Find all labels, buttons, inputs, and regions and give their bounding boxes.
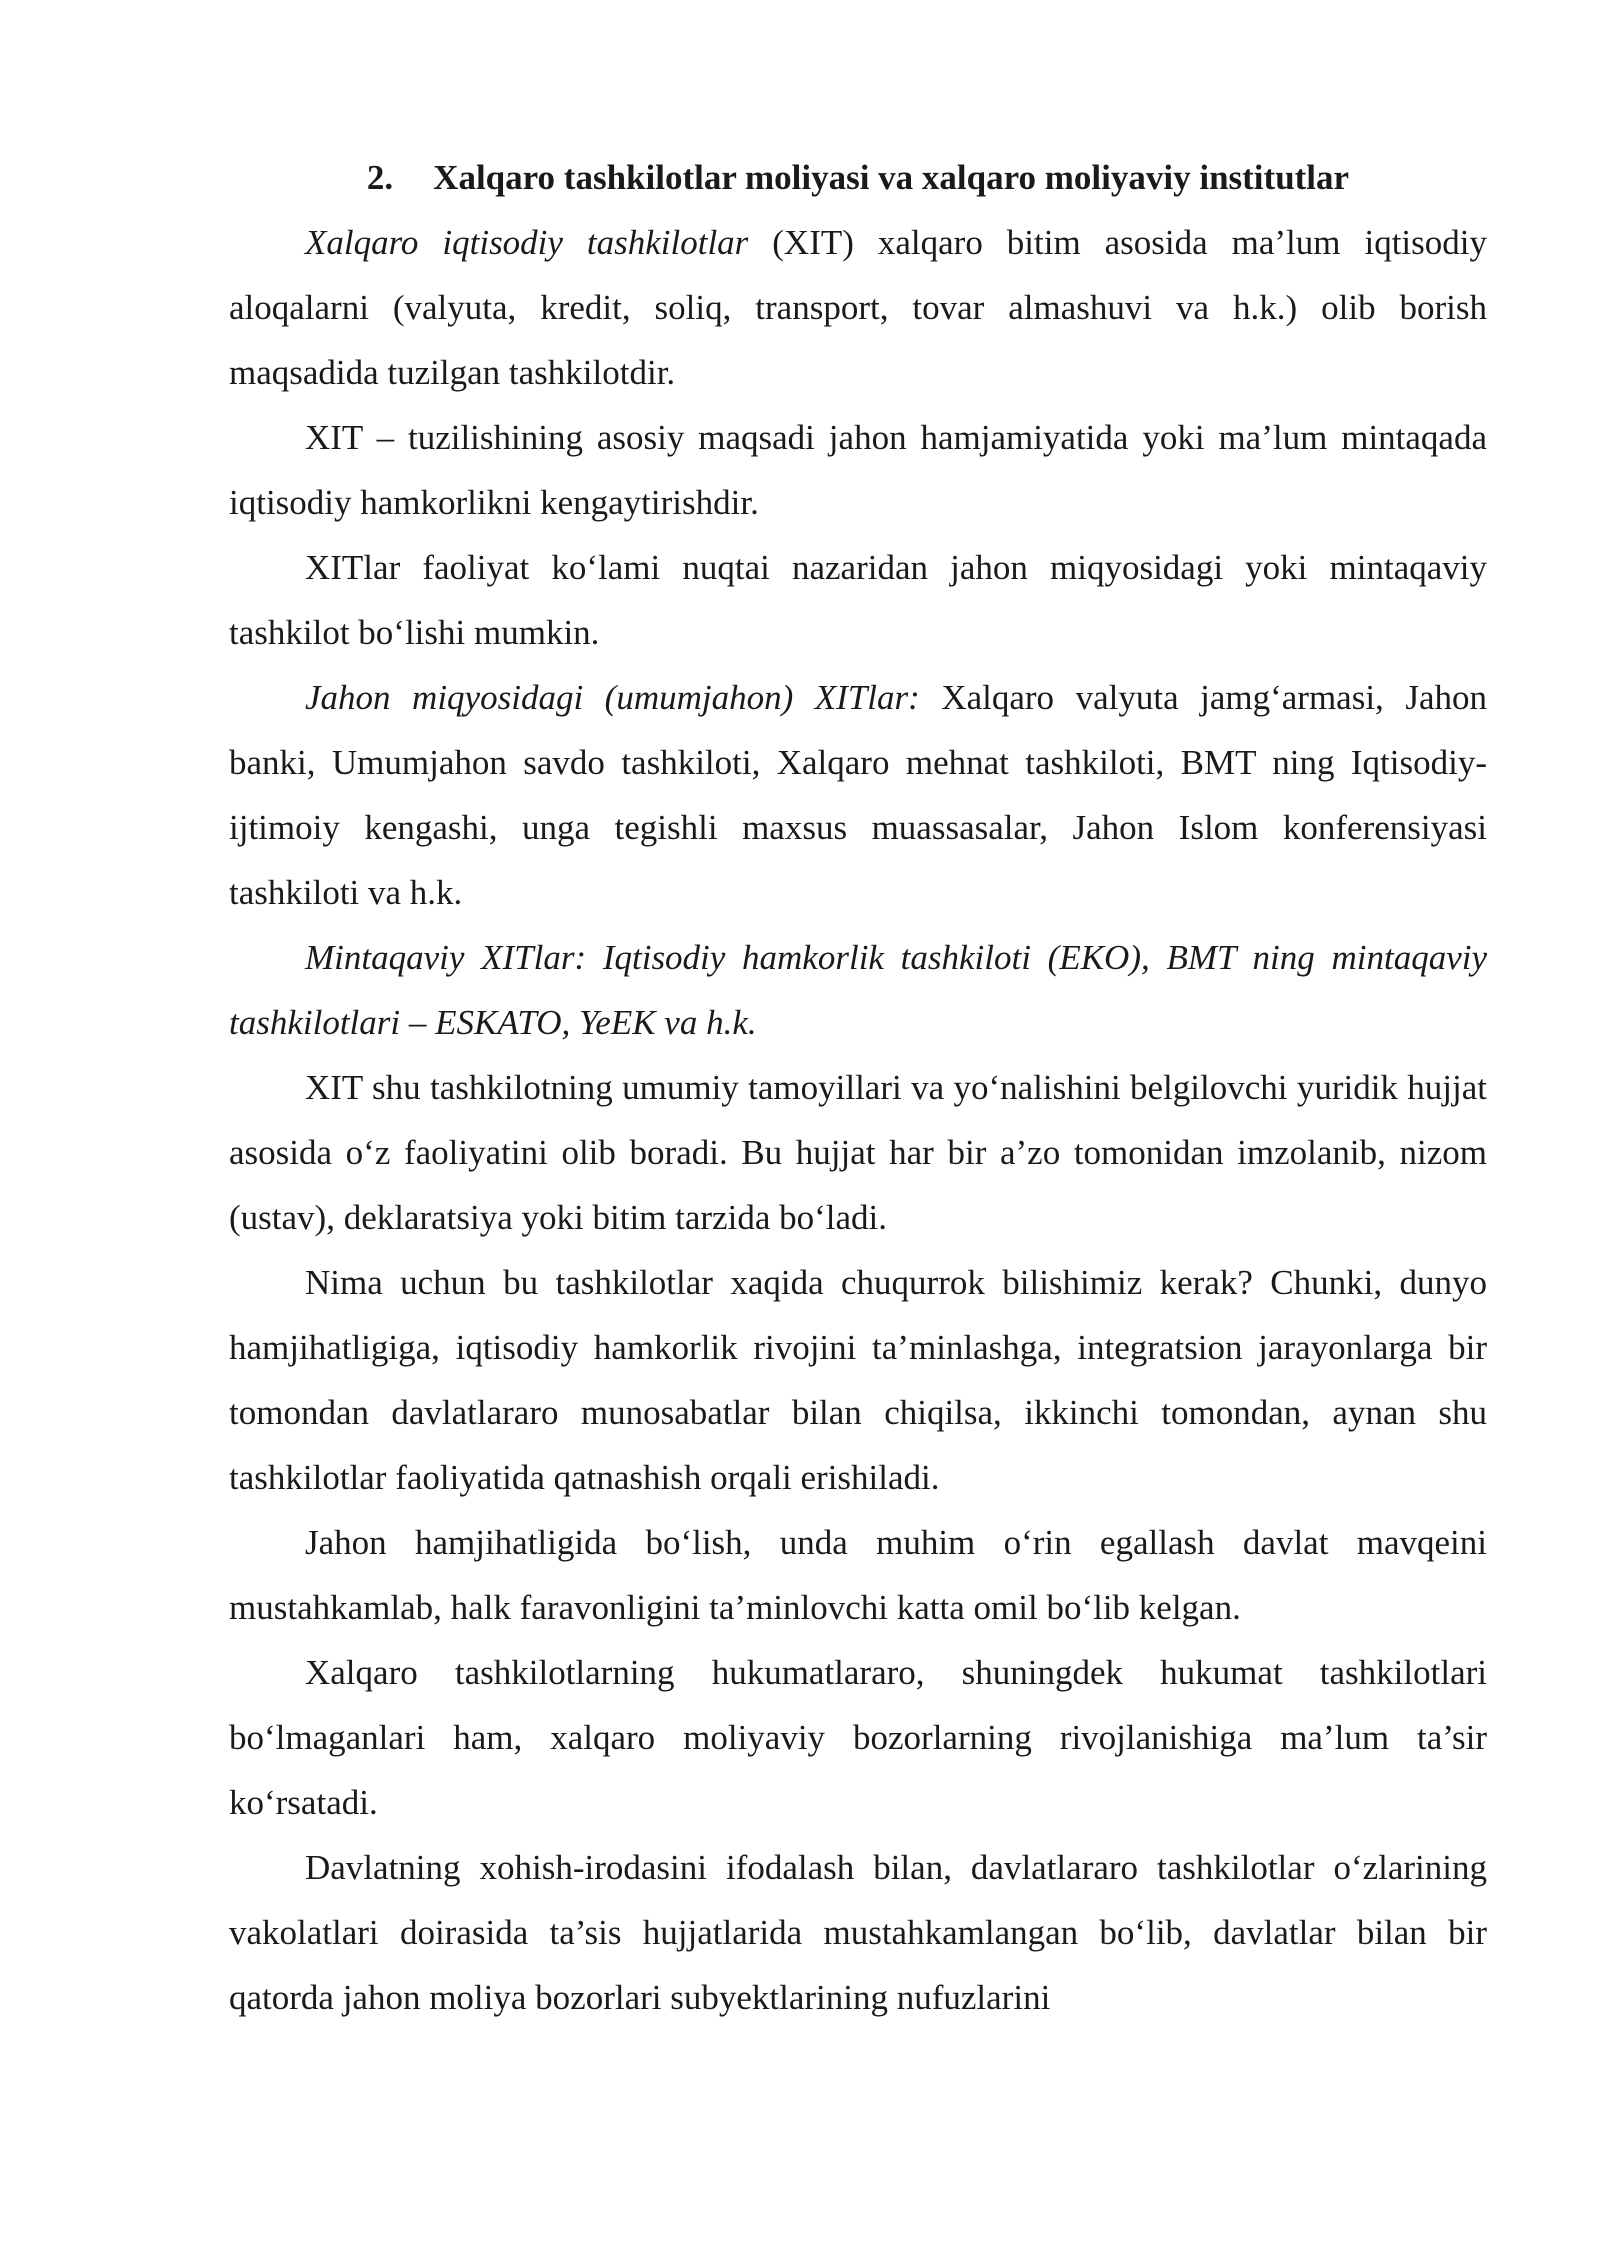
- paragraph-8: [229, 1510, 1487, 1640]
- paragraph-text: XIT shu tashkilotning umumiy tamoyillari va yo‘nalishini belgilovchi yuridik hujjat asosida o‘z faoliyatini olib boradi. Bu hujjat har bir a’zo tomonidan imzolanib, nizom (ustav), deklaratsiya yoki bitim tarzida bo‘ladi.: [229, 1068, 1487, 1237]
- paragraph-text: Nima uchun bu tashkilotlar xaqida chuqurrok bilishimiz kerak? Chunki, dunyo hamjihatligiga, iqtisodiy hamkorlik rivojini ta’minlashga, integratsion jarayonlarga bir tomondan davlatlararo munosabatlar bilan chiqilsa, ikkinchi tomondan, aynan shu tashkilotlar faoliyatida qatnashish orqali erishiladi.: [229, 1263, 1487, 1497]
- paragraph-text: Jahon hamjihatligida bo‘lish, unda muhim o‘rin egallash davlat mavqeini mustahkamlab, halk faravonligini ta’minlovchi katta omil bo‘lib kelgan.: [229, 1523, 1487, 1627]
- paragraph-text: Xalqaro tashkilotlarning hukumatlararo, shuningdek hukumat tashkilotlari bo‘lmaganlari ham, xalqaro moliyaviy bozorlarning rivojlanishiga ma’lum ta’sir ko‘rsatadi.: [229, 1653, 1487, 1822]
- paragraph-7: [229, 1250, 1487, 1510]
- paragraph-text: XIT – tuzilishining asosiy maqsadi jahon hamjamiyatida yoki ma’lum mintaqada iqtisodiy hamkorlikni kengaytirishdir.: [229, 418, 1487, 522]
- paragraph-10: [229, 1835, 1487, 2030]
- document-page: [229, 145, 1487, 2030]
- paragraph-text: XITlar faoliyat ko‘lami nuqtai nazaridan jahon miqyosidagi yoki mintaqaviy tashkilot bo‘lishi mumkin.: [229, 548, 1487, 652]
- paragraph-9: [229, 1640, 1487, 1835]
- paragraph-5: [229, 925, 1487, 1055]
- paragraph-lead: Xalqaro iqtisodiy tashkilotlar: [305, 223, 749, 262]
- section-title: Xalqaro tashkilotlar moliyasi va xalqaro moliyaviy institutlar: [433, 158, 1350, 197]
- paragraph-3: [229, 535, 1487, 665]
- paragraph-lead: Mintaqaviy XITlar: Iqtisodiy hamkorlik tashkiloti (EKO), BMT ning mintaqaviy tashkilotlari – ESKATO, YeEK va h.k.: [229, 938, 1487, 1042]
- paragraph-text: Xalqaro valyuta jamg‘armasi, Jahon banki, Umumjahon savdo tashkiloti, Xalqaro mehnat tashkiloti, BMT ning Iqtisodiy-ijtimoiy kengashi, unga tegishli maxsus muassasalar, Jahon Islom konferensiyasi tashkiloti va h.k.: [229, 678, 1487, 912]
- paragraph-4: [229, 665, 1487, 925]
- paragraph-6: [229, 1055, 1487, 1250]
- section-heading: [229, 145, 1487, 210]
- paragraph-1: [229, 210, 1487, 405]
- paragraph-2: [229, 405, 1487, 535]
- section-number: 2.: [366, 158, 394, 197]
- paragraph-text: Davlatning xohish-irodasini ifodalash bilan, davlatlararo tashkilotlar o‘zlarining vakolatlari doirasida ta’sis hujjatlarida mustahkamlangan bo‘lib, davlatlar bilan bir qatorda jahon moliya bozorlari subyektlarining nufuzlarini: [229, 1848, 1487, 2017]
- paragraph-text: (XIT) xalqaro bitim asosida ma’lum iqtisodiy aloqalarni (valyuta, kredit, soliq, transport, tovar almashuvi va h.k.) olib borish maqsadida tuzilgan tashkilotdir.: [229, 223, 1487, 392]
- paragraph-lead: Jahon miqyosidagi (umumjahon) XITlar:: [305, 678, 920, 717]
